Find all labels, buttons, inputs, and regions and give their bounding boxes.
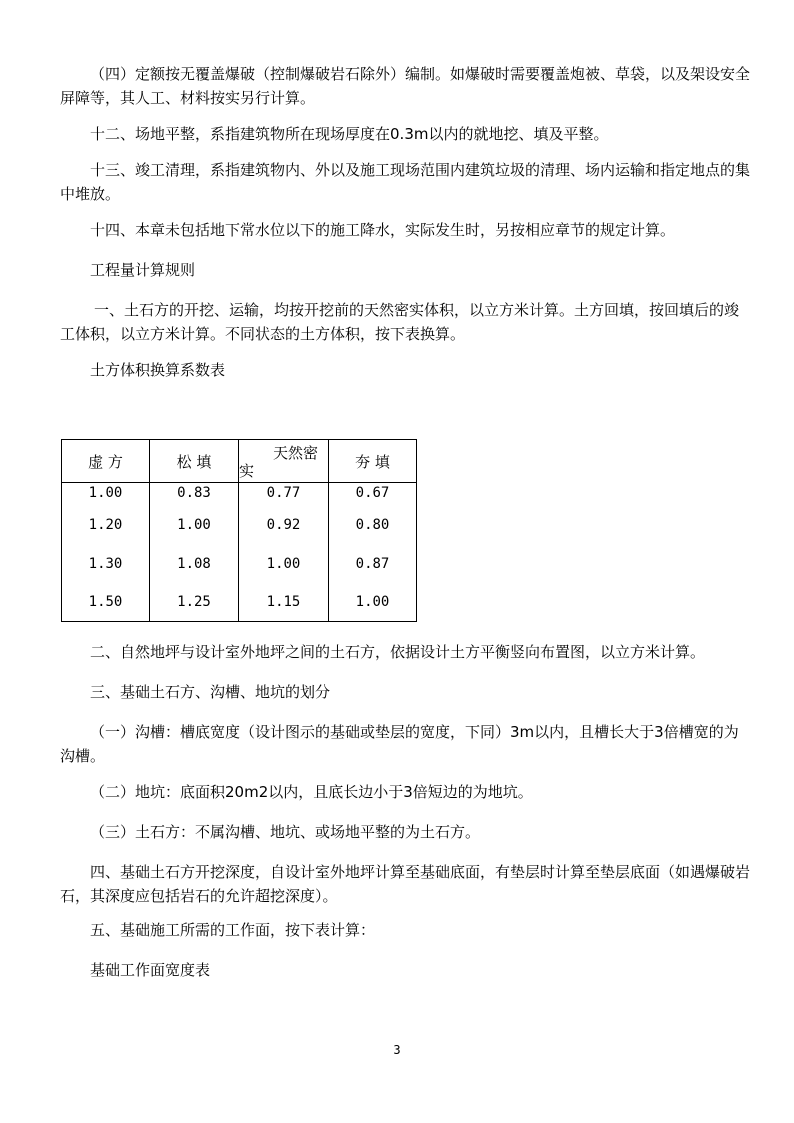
page-number: 3: [393, 1043, 401, 1057]
table-row: [62, 505, 417, 544]
paragraph-blasting-cover: （四）定额按无覆盖爆破（控制爆破岩石除外）编制。如爆破时需要覆盖炮被、草袋，以及架设安全屏障等，其人工、材料按实另行计算。: [60, 65, 751, 107]
paragraph-site-leveling: 十二、场地平整，系指建筑物所在现场厚度在0.3m以内的就地挖、填及平整。: [90, 125, 609, 143]
conversion-coefficient-table: [61, 439, 417, 622]
table-cell: 0.83: [150, 483, 239, 506]
paragraph-working-face: 五、基础施工所需的工作面，按下表计算：: [90, 921, 376, 939]
header-loose-fill: 松 填: [150, 440, 239, 483]
table-cell: 0.92: [239, 505, 329, 544]
paragraph-division-heading: 三、基础土石方、沟槽、地坑的划分: [90, 683, 331, 701]
table-cell: 0.80: [329, 505, 417, 544]
section-heading-calc-rules: 工程量计算规则: [90, 261, 196, 279]
table-cell: 1.50: [62, 583, 150, 622]
paragraph-excavation-depth: 四、基础土石方开挖深度，自设计室外地坪计算至基础底面，有垫层时计算至垫层底面（如遇爆破岩石，其深度应包括岩石的允许超挖深度）。: [60, 863, 751, 905]
header-natural-compact: [239, 440, 329, 483]
paragraph-dewatering: 十四、本章未包括地下常水位以下的施工降水，实际发生时，另按相应章节的规定计算。: [90, 221, 676, 239]
header-natural-compact-line1: 天然密: [273, 444, 319, 462]
table-cell: 1.00: [329, 583, 417, 622]
table-cell: 0.87: [329, 544, 417, 583]
table-caption-conversion: 土方体积换算系数表: [90, 361, 226, 379]
table-cell: 1.00: [150, 505, 239, 544]
table-cell: 1.08: [150, 544, 239, 583]
table-cell: 1.20: [62, 505, 150, 544]
paragraph-completion-cleanup: 十三、竣工清理，系指建筑物内、外以及施工现场范围内建筑垃圾的清理、场内运输和指定地点的集中堆放。: [60, 161, 751, 203]
table-cell: 1.25: [150, 583, 239, 622]
table-cell: 1.00: [239, 544, 329, 583]
table-cell: 1.00: [62, 483, 150, 506]
paragraph-trench: （一）沟槽：槽底宽度（设计图示的基础或垫层的宽度，下同）3m以内，且槽长大于3倍槽宽的为沟槽。: [60, 723, 739, 765]
header-natural-compact-line2: 实: [239, 462, 255, 480]
table-row: [62, 583, 417, 622]
paragraph-pit: （二）地坑：底面积20m2以内，且底长边小于3倍短边的为地坑。: [90, 783, 533, 801]
table-cell: 0.77: [239, 483, 329, 506]
table-row: [62, 483, 417, 506]
table-cell: 1.15: [239, 583, 329, 622]
table-cell: 1.30: [62, 544, 150, 583]
table-row: [62, 544, 417, 583]
header-loose-volume: 虚 方: [62, 440, 150, 483]
paragraph-earthwork-volume: 一、土石方的开挖、运输，均按开挖前的天然密实体积，以立方米计算。土方回填，按回填后的竣工体积，以立方米计算。不同状态的土方体积，按下表换算。: [60, 301, 740, 343]
table-caption-working-face: 基础工作面宽度表: [90, 961, 211, 979]
table-cell: 0.67: [329, 483, 417, 506]
paragraph-natural-grade: 二、自然地坪与设计室外地坪之间的土石方，依据设计土方平衡竖向布置图，以立方米计算。: [90, 643, 706, 661]
header-compacted-fill: 夯 填: [329, 440, 417, 483]
paragraph-earthwork: （三）土石方：不属沟槽、地坑、或场地平整的为土石方。: [90, 823, 481, 841]
